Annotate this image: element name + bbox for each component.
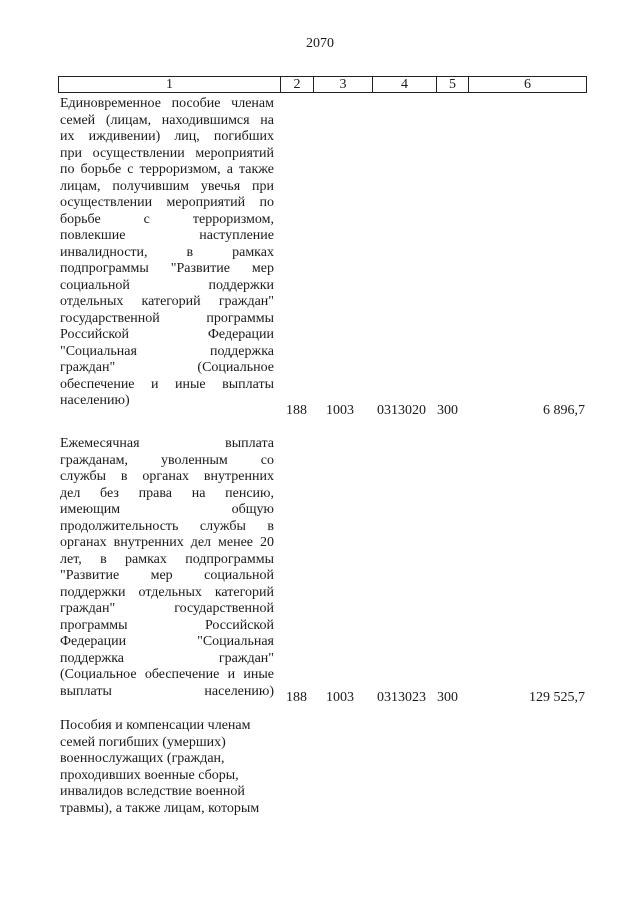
row-2-description: Ежемесячная выплата гражданам, уволенным со службы в органах внутренних дел без права на пенсию, имеющим общую продолжительность службы в органах внутренних дел менее 20 лет, в рамках подпрограммы "Развитие мер социальной поддержки отдельных категорий граждан" государственной программы Российской Федерации "Социальная поддержка граждан" (Социальное обеспечение и иные выплаты населению) [60,436,274,699]
row-2-amount: 129 525,7 [529,690,585,705]
header-col-5: 5 [436,77,468,92]
header-col-2: 2 [280,77,313,92]
row-1-amount: 6 896,7 [543,403,585,418]
row-2-code: 188 [286,690,307,705]
header-col-1: 1 [166,77,173,92]
row-1-target: 0313020 [377,403,426,418]
page-number: 2070 [306,36,334,51]
header-col-6: 6 [468,77,586,92]
row-2-section: 1003 [326,690,354,705]
row-1-code: 188 [286,403,307,418]
header-col-3: 3 [313,77,372,92]
row-1-section: 1003 [326,403,354,418]
row-2-target: 0313023 [377,690,426,705]
row-1-type: 300 [437,403,458,418]
table-header-row [58,76,587,93]
row-3-description: Пособия и компенсации членам семей погибших (умерших) военнослужащих (граждан, проходивших военные сборы, инвалидов вследствие военной травмы), а также лицам, которым [60,718,260,816]
row-1-description: Единовременное пособие членам семей (лицам, находившимся на их иждивении) лиц, погибших при осуществлении мероприятий по борьбе с терроризмом, а также лицам, получившим увечья при осуществлении мероприятий по борьбе с терроризмом, повлекшие наступление инвалидности, в рамках подпрограммы "Развитие мер социальной поддержки отдельных категорий граждан" государственной программы Российской Федерации "Социальная поддержка граждан" (Социальное обеспечение и иные выплаты населению) [60,96,274,408]
header-col-4: 4 [372,77,436,92]
row-2-type: 300 [437,690,458,705]
